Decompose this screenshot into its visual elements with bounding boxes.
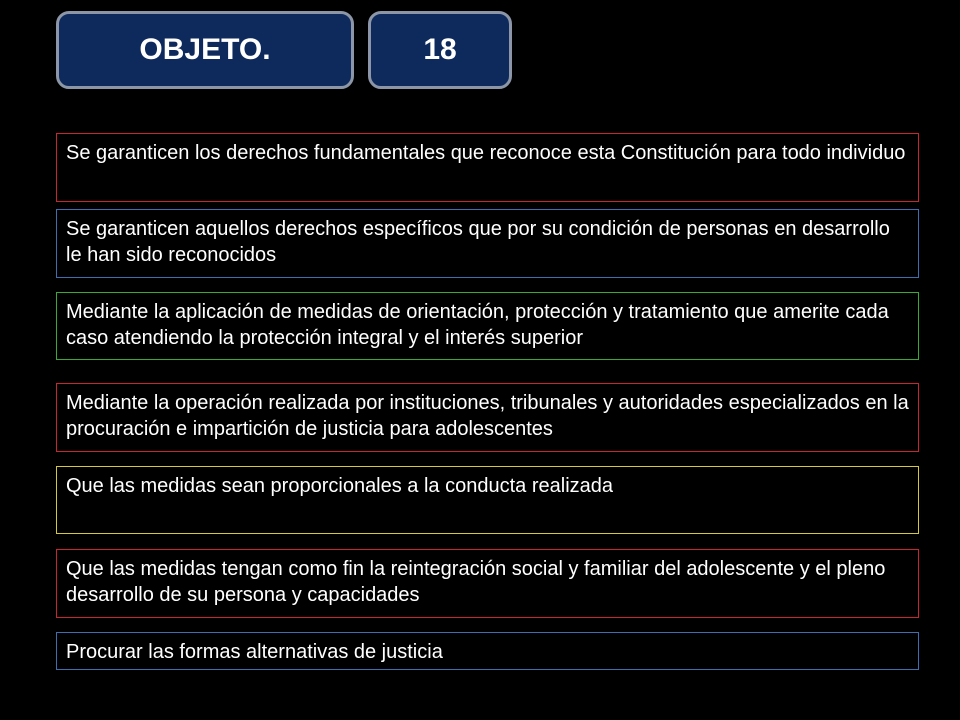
slide-title: OBJETO. [139,33,271,66]
objective-item-7 [56,632,919,670]
objective-item-5 [56,466,919,534]
objective-item-4 [56,383,919,452]
title-box [56,11,354,89]
objective-text: Que las medidas sean proporcionales a la conducta realizada [66,475,614,497]
objective-text: Mediante la operación realizada por instituciones, tribunales y autoridades especializados en la procuración e impartición de justicia para adolescentes [66,392,909,440]
article-number: 18 [423,33,457,66]
objective-item-2 [56,209,919,278]
objective-item-6 [56,549,919,618]
objective-text: Procurar las formas alternativas de justicia [66,641,443,663]
objective-text: Se garanticen aquellos derechos específicos que por su condición de personas en desarrollo le han sido reconocidos [66,218,890,266]
objective-text: Se garanticen los derechos fundamentales que reconoce esta Constitución para todo individuo [66,142,906,164]
article-number-box [368,11,512,89]
objective-text: Que las medidas tengan como fin la reintegración social y familiar del adolescente y el pleno desarrollo de su persona y capacidades [66,558,886,606]
objective-item-3 [56,292,919,360]
objective-item-1 [56,133,919,202]
objective-text: Mediante la aplicación de medidas de orientación, protección y tratamiento que amerite cada caso atendiendo la protección integral y el interés superior [66,301,889,349]
